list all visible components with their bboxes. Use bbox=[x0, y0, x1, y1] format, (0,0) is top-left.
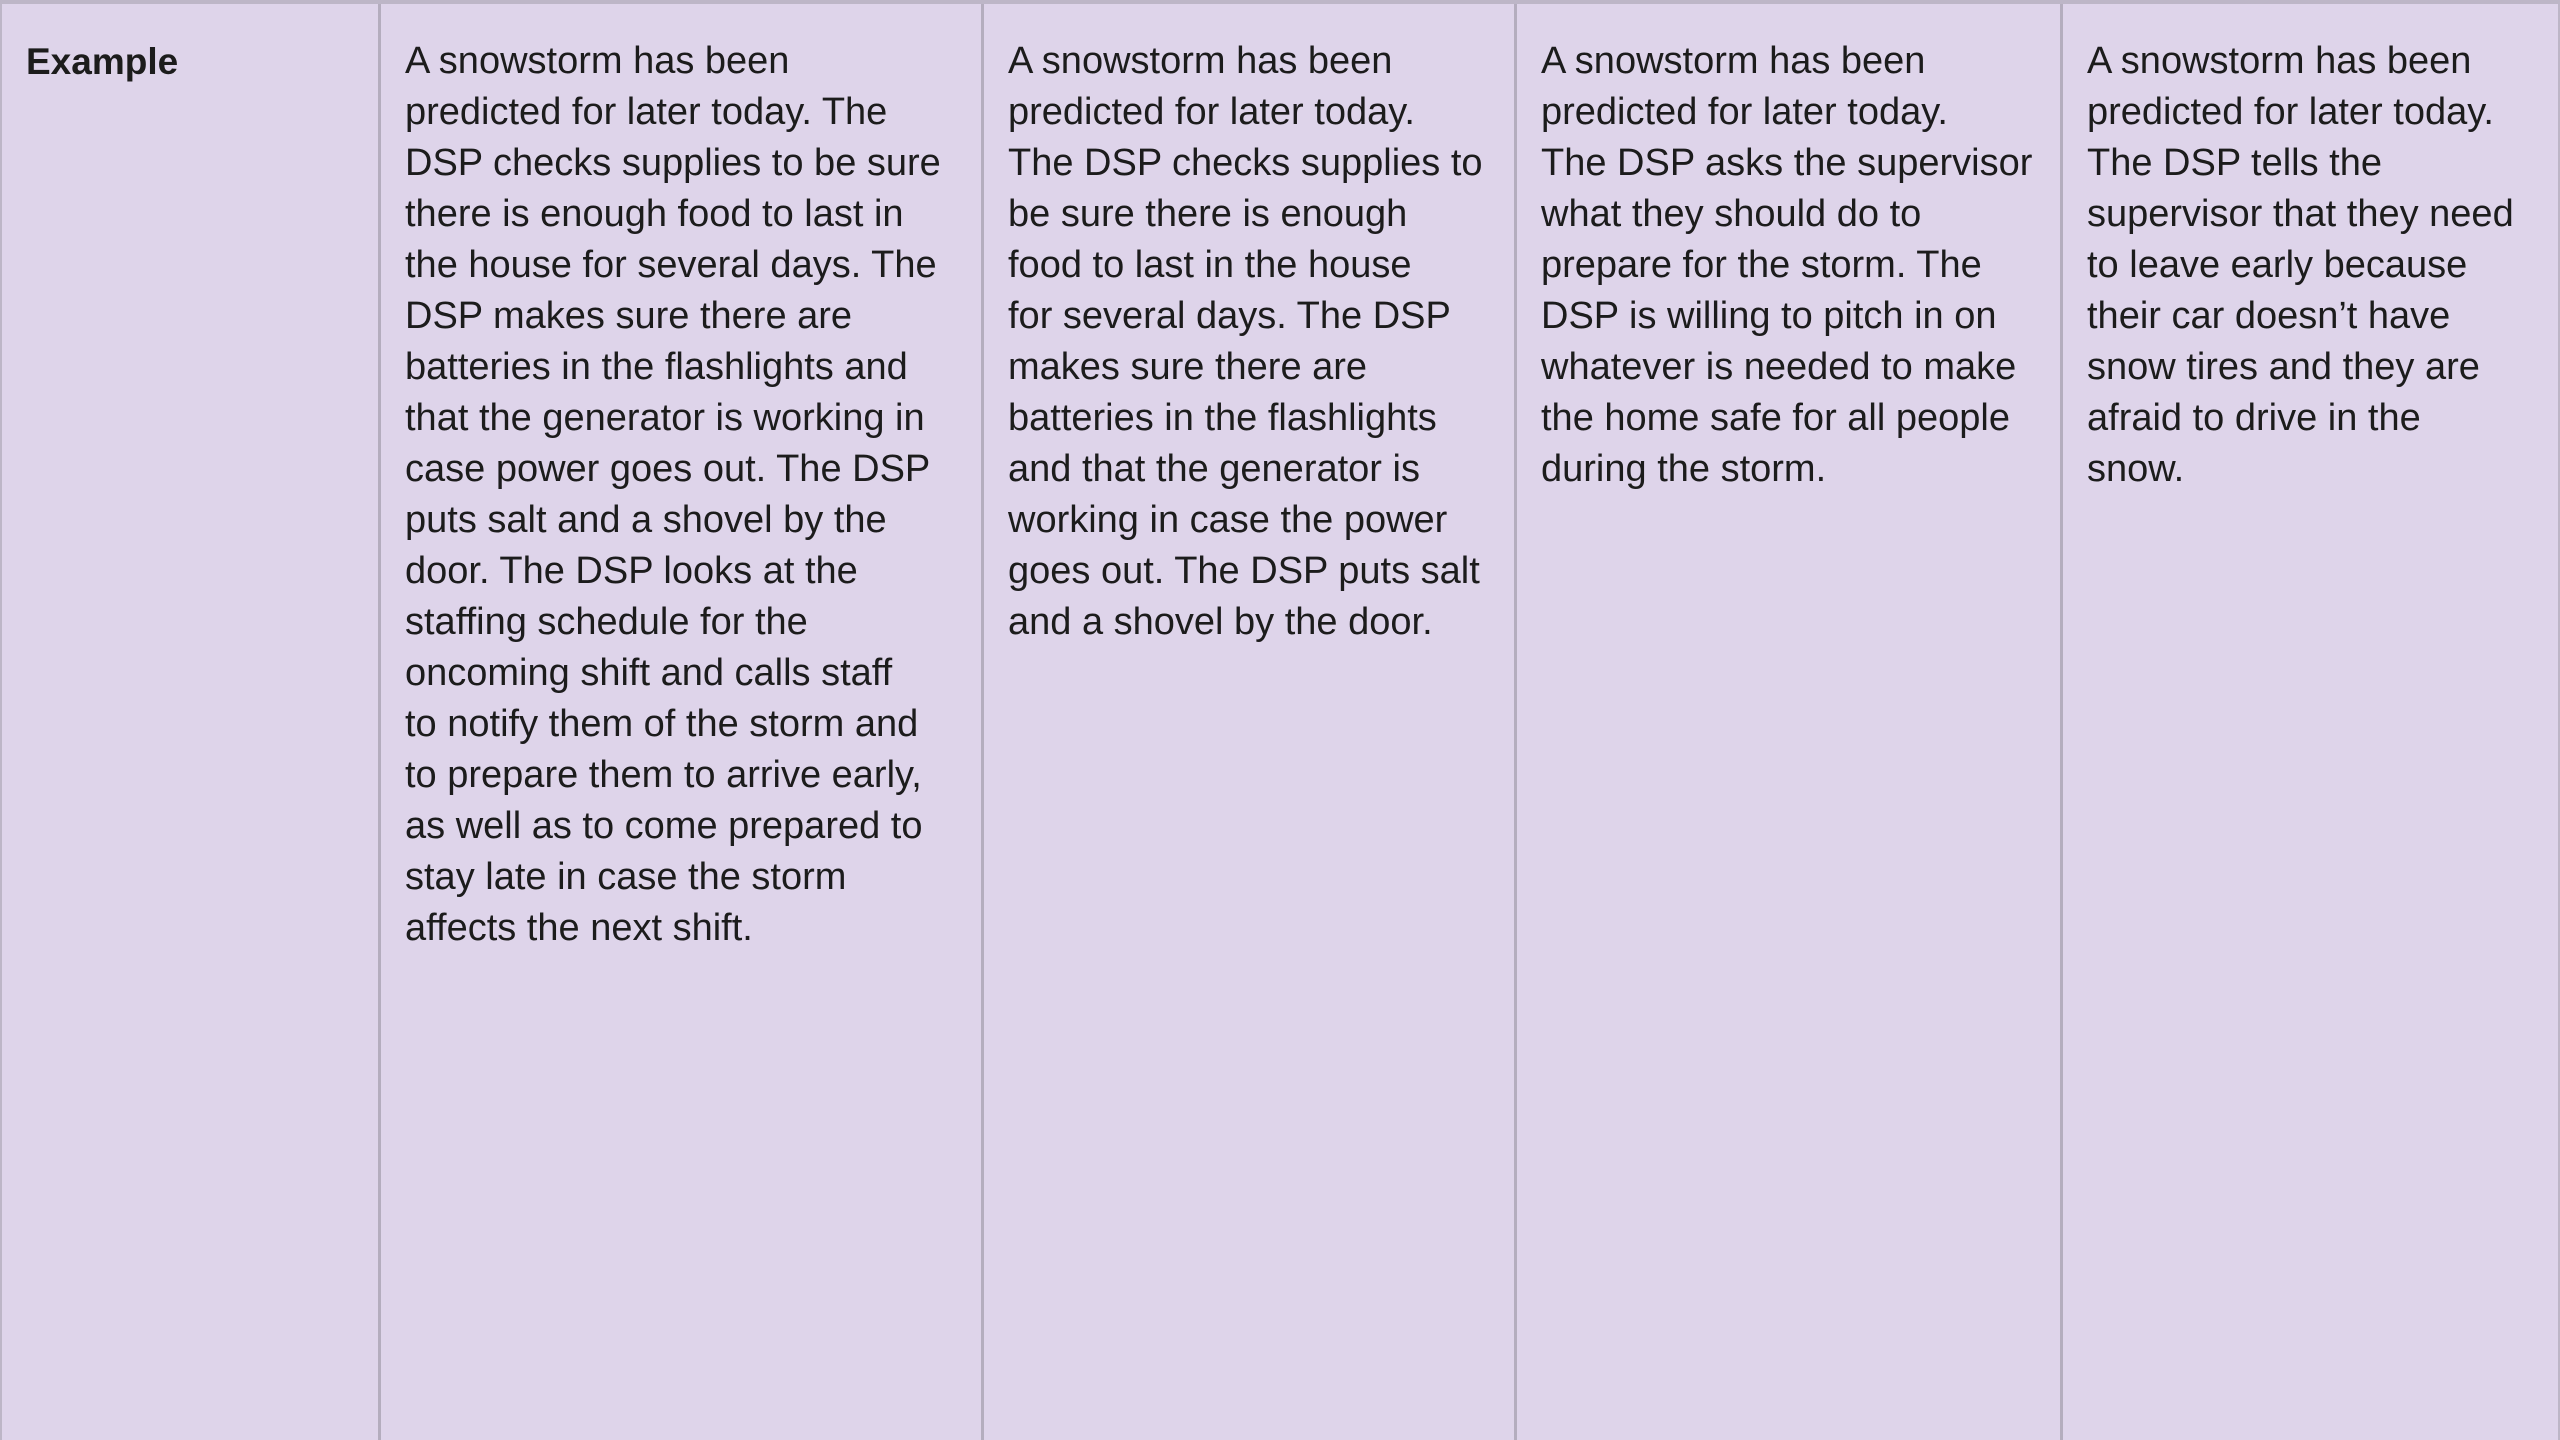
cell-text-line: be sure there is enough bbox=[1008, 193, 1408, 235]
cell-text-line: predicted for later today. The bbox=[405, 91, 888, 133]
cell-text-line: what they should do to bbox=[1541, 193, 1922, 235]
cell-text-line: the house for several days. The bbox=[405, 244, 937, 286]
cell-text-line: The DSP checks supplies to bbox=[1008, 142, 1483, 184]
example-cell-1 bbox=[381, 4, 984, 1440]
cell-text-line: door. The DSP looks at the bbox=[405, 550, 858, 592]
cell-text-line: stay late in case the storm bbox=[405, 856, 847, 898]
cell-text-line: the home safe for all people bbox=[1541, 397, 2010, 439]
cell-text-line: afraid to drive in the bbox=[2087, 397, 2421, 439]
cell-text-line: there is enough food to last in bbox=[405, 193, 904, 235]
cell-text-line: prepare for the storm. The bbox=[1541, 244, 1982, 286]
cell-text-line: and a shovel by the door. bbox=[1008, 601, 1433, 643]
cell-text-line: DSP is willing to pitch in on bbox=[1541, 295, 1997, 337]
cell-text-line: DSP checks supplies to be sure bbox=[405, 142, 941, 184]
cell-text-line: staffing schedule for the bbox=[405, 601, 808, 643]
cell-text-line: The DSP asks the supervisor bbox=[1541, 142, 2033, 184]
cell-text-line: A snowstorm has been bbox=[2087, 40, 2472, 82]
example-cell-3 bbox=[1517, 4, 2063, 1440]
cell-text-line: to notify them of the storm and bbox=[405, 703, 919, 745]
example-cell-2 bbox=[984, 4, 1517, 1440]
cell-text-line: as well as to come prepared to bbox=[405, 805, 923, 847]
cell-text-line: batteries in the flashlights and bbox=[405, 346, 908, 388]
cell-text-line: whatever is needed to make bbox=[1541, 346, 2017, 388]
cell-text-line: to prepare them to arrive early, bbox=[405, 754, 922, 796]
cell-text-line: predicted for later today. bbox=[2087, 91, 2494, 133]
cell-text-line: snow. bbox=[2087, 448, 2185, 490]
cell-text-line: predicted for later today. bbox=[1541, 91, 1948, 133]
cell-text-line: puts salt and a shovel by the bbox=[405, 499, 887, 541]
table-row bbox=[2, 4, 2558, 1440]
cell-text-line: and that the generator is bbox=[1008, 448, 1420, 490]
example-cell-4 bbox=[2063, 4, 2558, 1440]
cell-text-line: food to last in the house bbox=[1008, 244, 1412, 286]
cell-text-line: working in case the power bbox=[1008, 499, 1448, 541]
cell-text-line: makes sure there are bbox=[1008, 346, 1368, 388]
cell-text-line: A snowstorm has been bbox=[405, 40, 790, 82]
cell-text-line: batteries in the flashlights bbox=[1008, 397, 1437, 439]
cell-text-line: to leave early because bbox=[2087, 244, 2468, 286]
cell-text-line: DSP makes sure there are bbox=[405, 295, 853, 337]
cell-text-line: predicted for later today. bbox=[1008, 91, 1415, 133]
cell-text-line: supervisor that they need bbox=[2087, 193, 2514, 235]
cell-text-line: for several days. The DSP bbox=[1008, 295, 1451, 337]
cell-text-line: A snowstorm has been bbox=[1541, 40, 1926, 82]
cell-text-line: snow tires and they are bbox=[2087, 346, 2480, 388]
cell-text-line: goes out. The DSP puts salt bbox=[1008, 550, 1480, 592]
cell-text-line: their car doesn’t have bbox=[2087, 295, 2451, 337]
cell-text-line: oncoming shift and calls staff bbox=[405, 652, 893, 694]
cell-text-line: A snowstorm has been bbox=[1008, 40, 1393, 82]
cell-text-line: The DSP tells the bbox=[2087, 142, 2383, 184]
row-label-cell bbox=[2, 4, 381, 1440]
cell-text-line: during the storm. bbox=[1541, 448, 1827, 490]
cell-text-line: case power goes out. The DSP bbox=[405, 448, 931, 490]
cell-text-line: affects the next shift. bbox=[405, 907, 753, 949]
row-label: Example bbox=[26, 41, 179, 82]
cell-text-line: that the generator is working in bbox=[405, 397, 925, 439]
